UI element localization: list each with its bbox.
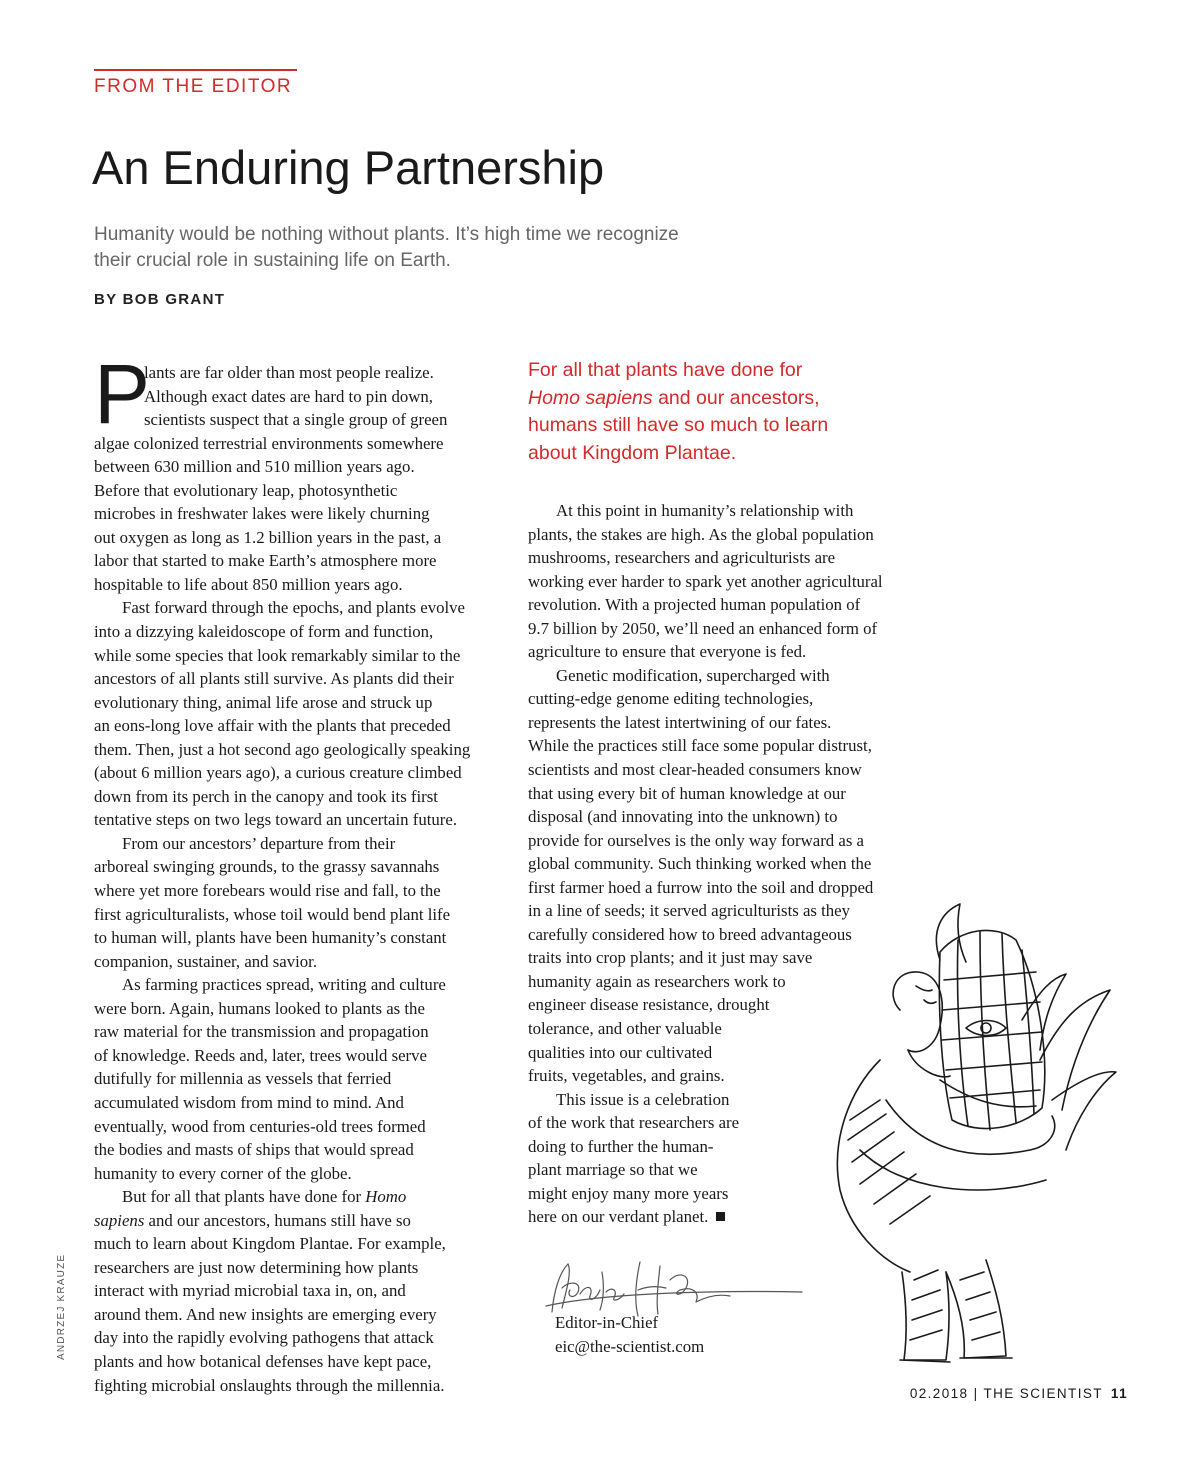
body-line: of knowledge. Reeds and, later, trees would serve	[94, 1045, 427, 1065]
body-line: Although exact dates are hard to pin down,	[144, 386, 433, 406]
body-line: day into the rapidly evolving pathogens that attack	[94, 1328, 434, 1348]
body-line: between 630 million and 510 million years ago.	[94, 457, 415, 477]
man-embracing-corn-illustration	[790, 900, 1120, 1370]
article-title: An Enduring Partnership	[92, 141, 605, 194]
body-line: humanity to every corner of the globe.	[94, 1163, 352, 1183]
body-line: in a line of seeds; it served agriculturists as they	[528, 901, 851, 921]
body-line: were born. Again, humans looked to plants as the	[94, 998, 425, 1018]
body-line: companion, sustainer, and savior.	[94, 951, 318, 971]
body-line: arboreal swinging grounds, to the grassy savannahs	[94, 857, 440, 877]
body-line: provide for ourselves is the only way forward as a	[528, 830, 864, 850]
publication-name: THE SCIENTIST	[983, 1386, 1103, 1401]
byline: BY BOB GRANT	[94, 291, 226, 308]
body-line: down from its perch in the canopy and took its first	[94, 786, 438, 806]
italic-term: Homo sapiens	[528, 386, 653, 409]
body-line: around them. And new insights are emerging every	[94, 1304, 437, 1324]
body-line: might enjoy many more years	[528, 1183, 729, 1203]
page-footer	[910, 1386, 1128, 1401]
pull-quote-line-italic: Homo sapiens and our ancestors,	[528, 386, 820, 409]
body-line: agriculture to ensure that everyone is fed.	[528, 642, 807, 662]
body-line: 9.7 billion by 2050, we’ll need an enhanced form of	[528, 618, 878, 638]
body-line: tentative steps on two legs toward an uncertain future.	[94, 810, 458, 830]
body-line: the bodies and masts of ships that would spread	[94, 1140, 414, 1160]
subtitle-line: Humanity would be nothing without plants. It’s high time we recognize	[94, 224, 679, 245]
italic-term: Homo	[365, 1187, 407, 1207]
body-line: raw material for the transmission and propagation	[94, 1022, 429, 1042]
body-line: revolution. With a projected human population of	[528, 595, 861, 615]
body-line: fighting microbial onslaughts through the millennia.	[94, 1375, 445, 1395]
body-line: disposal (and innovating into the unknown) to	[528, 807, 838, 827]
illustration-credit: ANDRZEJ KRAUZE	[56, 1253, 67, 1360]
subtitle-line: their crucial role in sustaining life on Earth.	[94, 250, 451, 271]
italic-term: sapiens	[94, 1210, 145, 1230]
body-line: eventually, wood from centuries-old trees formed	[94, 1116, 426, 1136]
body-line: accumulated wisdom from mind to mind. And	[94, 1092, 404, 1112]
body-line: mushrooms, researchers and agriculturists are	[528, 548, 836, 568]
body-line: From our ancestors’ departure from their	[122, 833, 396, 853]
signoff-email: eic@the-scientist.com	[555, 1337, 705, 1356]
body-line: working ever harder to spark yet another agricultural	[528, 571, 883, 591]
body-line: represents the latest intertwining of our fates.	[528, 712, 832, 732]
body-line: carefully considered how to breed advantageous	[528, 924, 852, 944]
body-line: Before that evolutionary leap, photosynthetic	[94, 480, 398, 500]
folio-separator: |	[973, 1386, 979, 1401]
body-line-italic: But for all that plants have done for Homo	[122, 1187, 407, 1207]
body-line: algae colonized terrestrial environments somewhere	[94, 433, 444, 453]
body-line: first agriculturalists, whose toil would bend plant life	[94, 904, 451, 924]
body-line: hospitable to life about 850 million years ago.	[94, 574, 403, 594]
body-line: Fast forward through the epochs, and plants evolve	[122, 598, 465, 618]
body-line: cutting-edge genome editing technologies,	[528, 689, 814, 709]
body-line: lants are far older than most people realize.	[144, 363, 434, 382]
body-line: While the practices still face some popular distrust,	[528, 736, 872, 756]
body-line: global community. Such thinking worked when the	[528, 854, 872, 874]
drop-cap: P	[94, 347, 151, 441]
body-line: an eons-long love affair with the plants that preceded	[94, 716, 451, 736]
body-line: them. Then, just a hot second ago geologically speaking	[94, 739, 471, 759]
body-line: tolerance, and other valuable	[528, 1019, 722, 1039]
end-mark-icon	[716, 1212, 725, 1221]
page-number: 11	[1110, 1386, 1128, 1401]
body-line: scientists and most clear-headed consumers know	[528, 760, 862, 780]
body-line: where yet more forebears would rise and fall, to the	[94, 881, 441, 901]
pull-quote-line: For all that plants have done for	[528, 359, 803, 381]
body-line: fruits, vegetables, and grains.	[528, 1066, 725, 1086]
body-line: that using every bit of human knowledge at our	[528, 783, 846, 803]
signoff-role: Editor-in-Chief	[555, 1313, 659, 1332]
section-rule	[94, 69, 297, 71]
body-line: doing to further the human-	[528, 1136, 714, 1156]
body-column-left	[94, 361, 504, 1397]
body-line: dutifully for millennia as vessels that ferried	[94, 1069, 392, 1089]
body-line: first farmer hoed a furrow into the soil and dropped	[528, 877, 874, 897]
body-line: plant marriage so that we	[528, 1160, 698, 1180]
issue-date: 02.2018	[909, 1386, 969, 1401]
body-line: qualities into our cultivated	[528, 1042, 713, 1062]
body-line: As farming practices spread, writing and culture	[122, 975, 446, 995]
body-line: researchers are just now determining how plants	[94, 1257, 419, 1277]
signoff-block	[555, 1311, 704, 1359]
body-line: traits into crop plants; and it just may save	[528, 948, 813, 968]
body-line-italic: sapiens and our ancestors, humans still have so	[94, 1210, 411, 1230]
body-line: evolutionary thing, animal life arose and struck up	[94, 692, 433, 712]
body-line: of the work that researchers are	[528, 1113, 740, 1133]
body-line: (about 6 million years ago), a curious creature climbed	[94, 763, 462, 783]
body-line: much to learn about Kingdom Plantae. For example,	[94, 1234, 446, 1254]
body-line: At this point in humanity’s relationship with	[556, 501, 854, 520]
body-line: plants and how botanical defenses have kept pace,	[94, 1351, 432, 1371]
body-line: Genetic modification, supercharged with	[556, 665, 830, 685]
pull-quote	[528, 357, 928, 467]
body-line: scientists suspect that a single group of green	[144, 410, 448, 430]
body-line: plants, the stakes are high. As the global population	[528, 524, 874, 544]
body-line: out oxygen as long as 1.2 billion years in the past, a	[94, 527, 442, 547]
body-line: while some species that look remarkably similar to the	[94, 645, 461, 665]
body-line: ancestors of all plants still survive. As plants did their	[94, 669, 454, 689]
body-line: humanity again as researchers work to	[528, 971, 786, 991]
pull-quote-line: humans still have so much to learn	[528, 414, 829, 436]
pull-quote-line: about Kingdom Plantae.	[528, 441, 737, 464]
body-line-text: here on our verdant planet.	[528, 1207, 709, 1227]
body-line: to human will, plants have been humanity’s constant	[94, 928, 447, 948]
section-label: FROM THE EDITOR	[94, 76, 293, 97]
body-line: labor that started to make Earth’s atmosphere more	[94, 551, 437, 571]
body-line: into a dizzying kaleidoscope of form and function,	[94, 622, 434, 642]
body-line: microbes in freshwater lakes were likely churning	[94, 504, 430, 524]
body-line: engineer disease resistance, drought	[528, 995, 770, 1015]
body-line: interact with myriad microbial taxa in, on, and	[94, 1281, 406, 1301]
body-line: This issue is a celebration	[556, 1089, 730, 1109]
article-subtitle	[94, 222, 814, 274]
